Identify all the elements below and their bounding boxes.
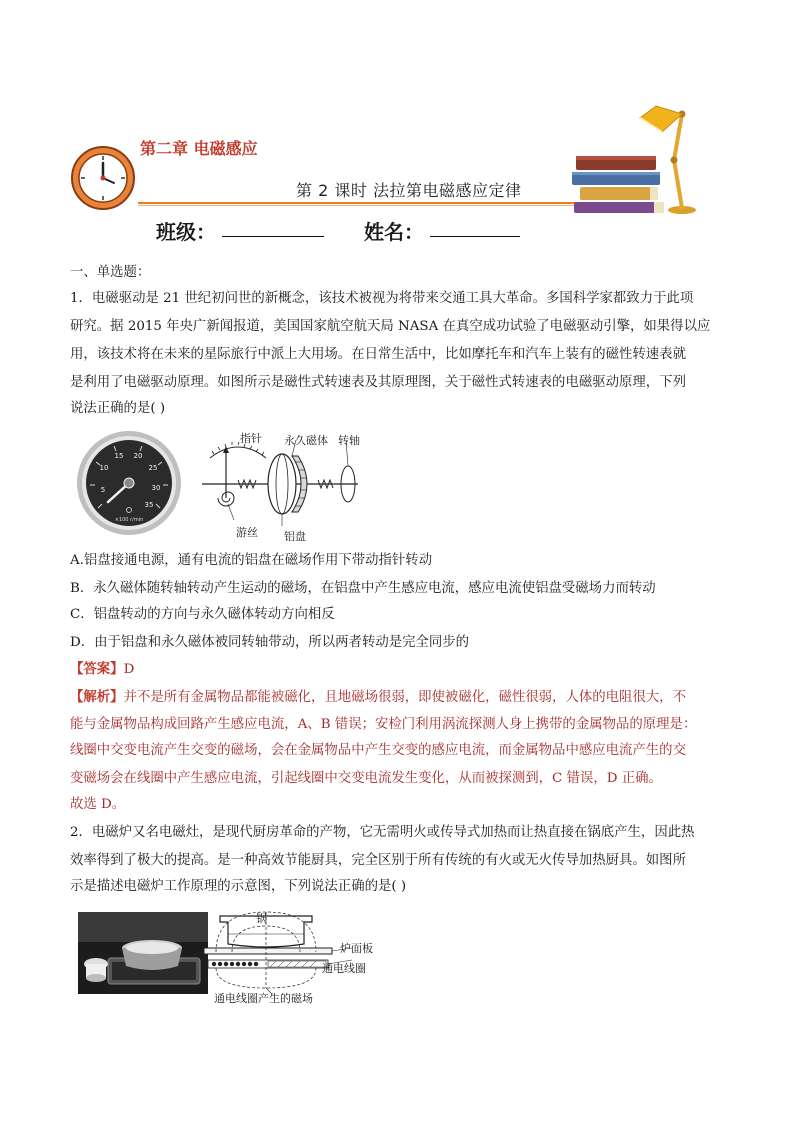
q1-option-a[interactable]: A.铝盘接通电源，通有电流的铝盘在磁场作用下带动指针转动 [70,553,433,568]
label-pointer: 指针 [240,432,262,445]
q1-answer [70,660,134,679]
induction-cooker-photo [78,912,208,994]
analysis-text: 并不是所有金属物品都能被磁化，且地磁场很弱，即使被磁化，磁性很弱，人体的电阻很大，不 [123,690,686,705]
q1-text-line: 是利用了电磁驱动原理。如图所示是磁性式转速表及其原理图，关于磁性式转速表的电磁驱动原理，下列 [70,375,686,390]
dial-number: 35 [144,501,154,509]
books-lamp-icon [570,92,700,216]
q1-analysis-line: 变磁场会在线圈中产生感应电流，引起线圈中交变电流发生变化，从而被探测到，C 错误，D 正确。 [70,771,662,786]
dial-number: 5 [100,486,106,494]
label-spring: 游丝 [236,526,258,539]
chapter-title: 第二章 电磁感应 [140,139,258,158]
q1-analysis-line: 故选 D。 [70,797,126,812]
label-field: 通电线圈产生的磁场 [214,992,313,1005]
q1-text-line: 用，该技术将在未来的星际旅行中派上大用场。在日常生活中，比如摩托车和汽车上装有的磁性转速表就 [70,347,686,362]
class-input-line[interactable] [222,236,324,237]
dial-number: 30 [151,484,161,492]
lesson-title: 第 2 课时 法拉第电磁感应定律 [296,181,522,200]
label-pot: 锅 [256,912,267,925]
label-shaft: 转轴 [338,434,360,447]
answer-value: D [123,662,135,677]
section-heading: 一、单选题： [70,265,151,280]
tachometer-image [76,430,182,536]
analysis-label: 【解析】 [70,689,124,705]
dial-number: 25 [148,464,158,472]
label-disc: 铝盘 [284,530,306,543]
name-label: 姓名： [364,220,424,244]
label-panel: 炉面板 [340,942,373,955]
dial-number: 10 [99,464,109,472]
q2-text-line: 2．电磁炉又名电磁灶，是现代厨房革命的产物，它无需明火或传导式加热而让热直接在锅底产生，因此热 [70,825,695,840]
q1-option-d[interactable]: D．由于铝盘和永久磁体被同转轴带动，所以两者转动是完全同步的 [70,635,470,650]
q1-analysis-line: 能与金属物品构成回路产生感应电流，A、B 错误；安检门利用涡流探测人身上携带的金属物品的原理是： [70,717,697,732]
q1-text-line: 1．电磁驱动是 21 世纪初问世的新概念，该技术被视为将带来交通工具大革命。多国科学家都致力于此项 [70,291,694,306]
dial-number: 20 [133,452,143,460]
label-coil: 通电线圈 [322,962,366,975]
label-magnet: 永久磁体 [284,434,328,447]
q1-analysis-line [70,688,686,707]
q1-analysis-line: 线圈中交变电流产生交变的磁场，会在金属物品中产生交变的感应电流，而金属物品中感应电流产生的交 [70,743,686,758]
q1-text-line: 说法正确的是( ) [70,401,166,416]
dial-number: 15 [114,452,124,460]
q2-text-line: 示是描述电磁炉工作原理的示意图，下列说法正确的是( ) [70,879,407,894]
clock-icon [70,145,136,211]
name-input-line[interactable] [430,236,520,237]
dial-unit: ×100 r/min [114,517,144,523]
q2-text-line: 效率得到了极大的提高。是一种高效节能厨具，完全区别于所有传统的有火或无火传导加热厨具。如图所 [70,853,686,868]
class-label: 班级： [156,220,216,244]
q1-option-c[interactable]: C．铝盘转动的方向与永久磁体转动方向相反 [70,607,335,622]
q1-text-line: 研究。据 2015 年央广新闻报道，美国国家航空航天局 NASA 在真空成功试验了电磁驱动引擎，如果得以应 [70,319,711,334]
answer-label: 【答案】 [70,661,124,677]
q1-option-b[interactable]: B．永久磁体随转轴转动产生运动的磁场，在铝盘中产生感应电流，感应电流使铝盘受磁场力而转动 [70,581,656,596]
